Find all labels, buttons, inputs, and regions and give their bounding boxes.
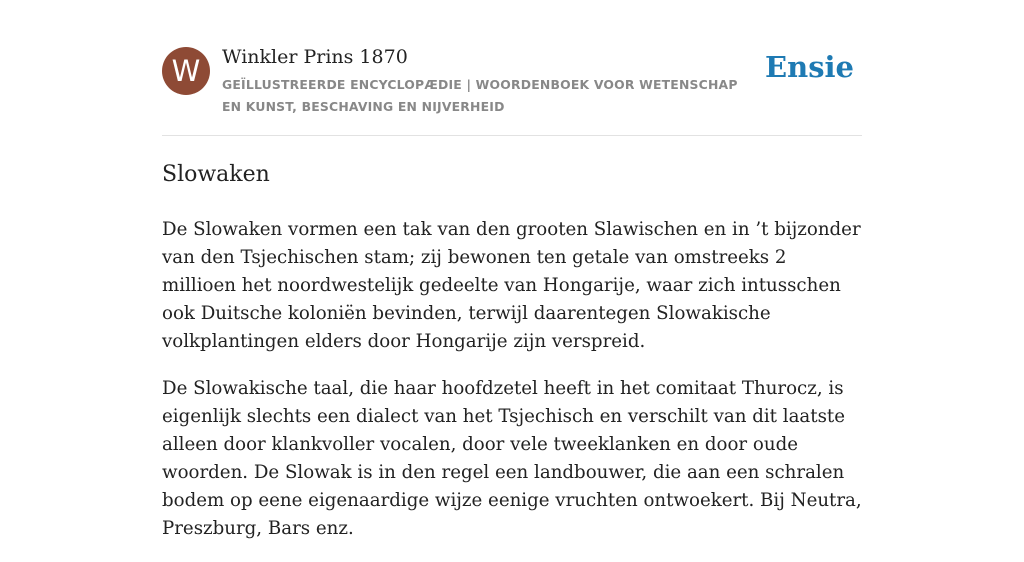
source-title[interactable]: Winkler Prins 1870 [222, 46, 408, 68]
article-paragraph: De Slowakische taal, die haar hoofdzetel heeft in het comitaat Thurocz, is eigenlijk slechts een dialect van het Tsjechisch en verschilt van dit laatste alleen door klankvoller vocalen, door vele tweeklanken en door oude woorden. De Slowak is in den regel een landbouwer, die aan een schralen bodem op eene eigenaardige wijze eenige vruchten ontwoekert. Bij Neutra, Preszburg, Bars enz. [162, 378, 862, 539]
article-title: Slowaken [162, 162, 270, 187]
article [162, 158, 862, 562]
article-paragraph: De Slowaken vormen een tak van den grooten Slawischen en in ’t bijzonder van den Tsjechischen stam; zij bewonen ten getale van omstreeks 2 millioen het noordwestelijk gedeelte van Hongarije, waar zich intusschen ook Duitsche koloniën bevinden, terwijl daarentegen Slowakische volkplantingen elders door Hongarije zijn verspreid. [162, 219, 861, 352]
source-avatar[interactable]: W [162, 47, 210, 95]
ensie-logo[interactable]: Ensie [765, 50, 854, 84]
header-divider [162, 135, 862, 136]
source-header [162, 44, 862, 116]
source-subtitle: GEÏLLUSTREERDE ENCYCLOPÆDIE | WOORDENBOEK VOOR WETENSCHAP EN KUNST, BESCHAVING EN NIJVERHEID [222, 77, 738, 114]
